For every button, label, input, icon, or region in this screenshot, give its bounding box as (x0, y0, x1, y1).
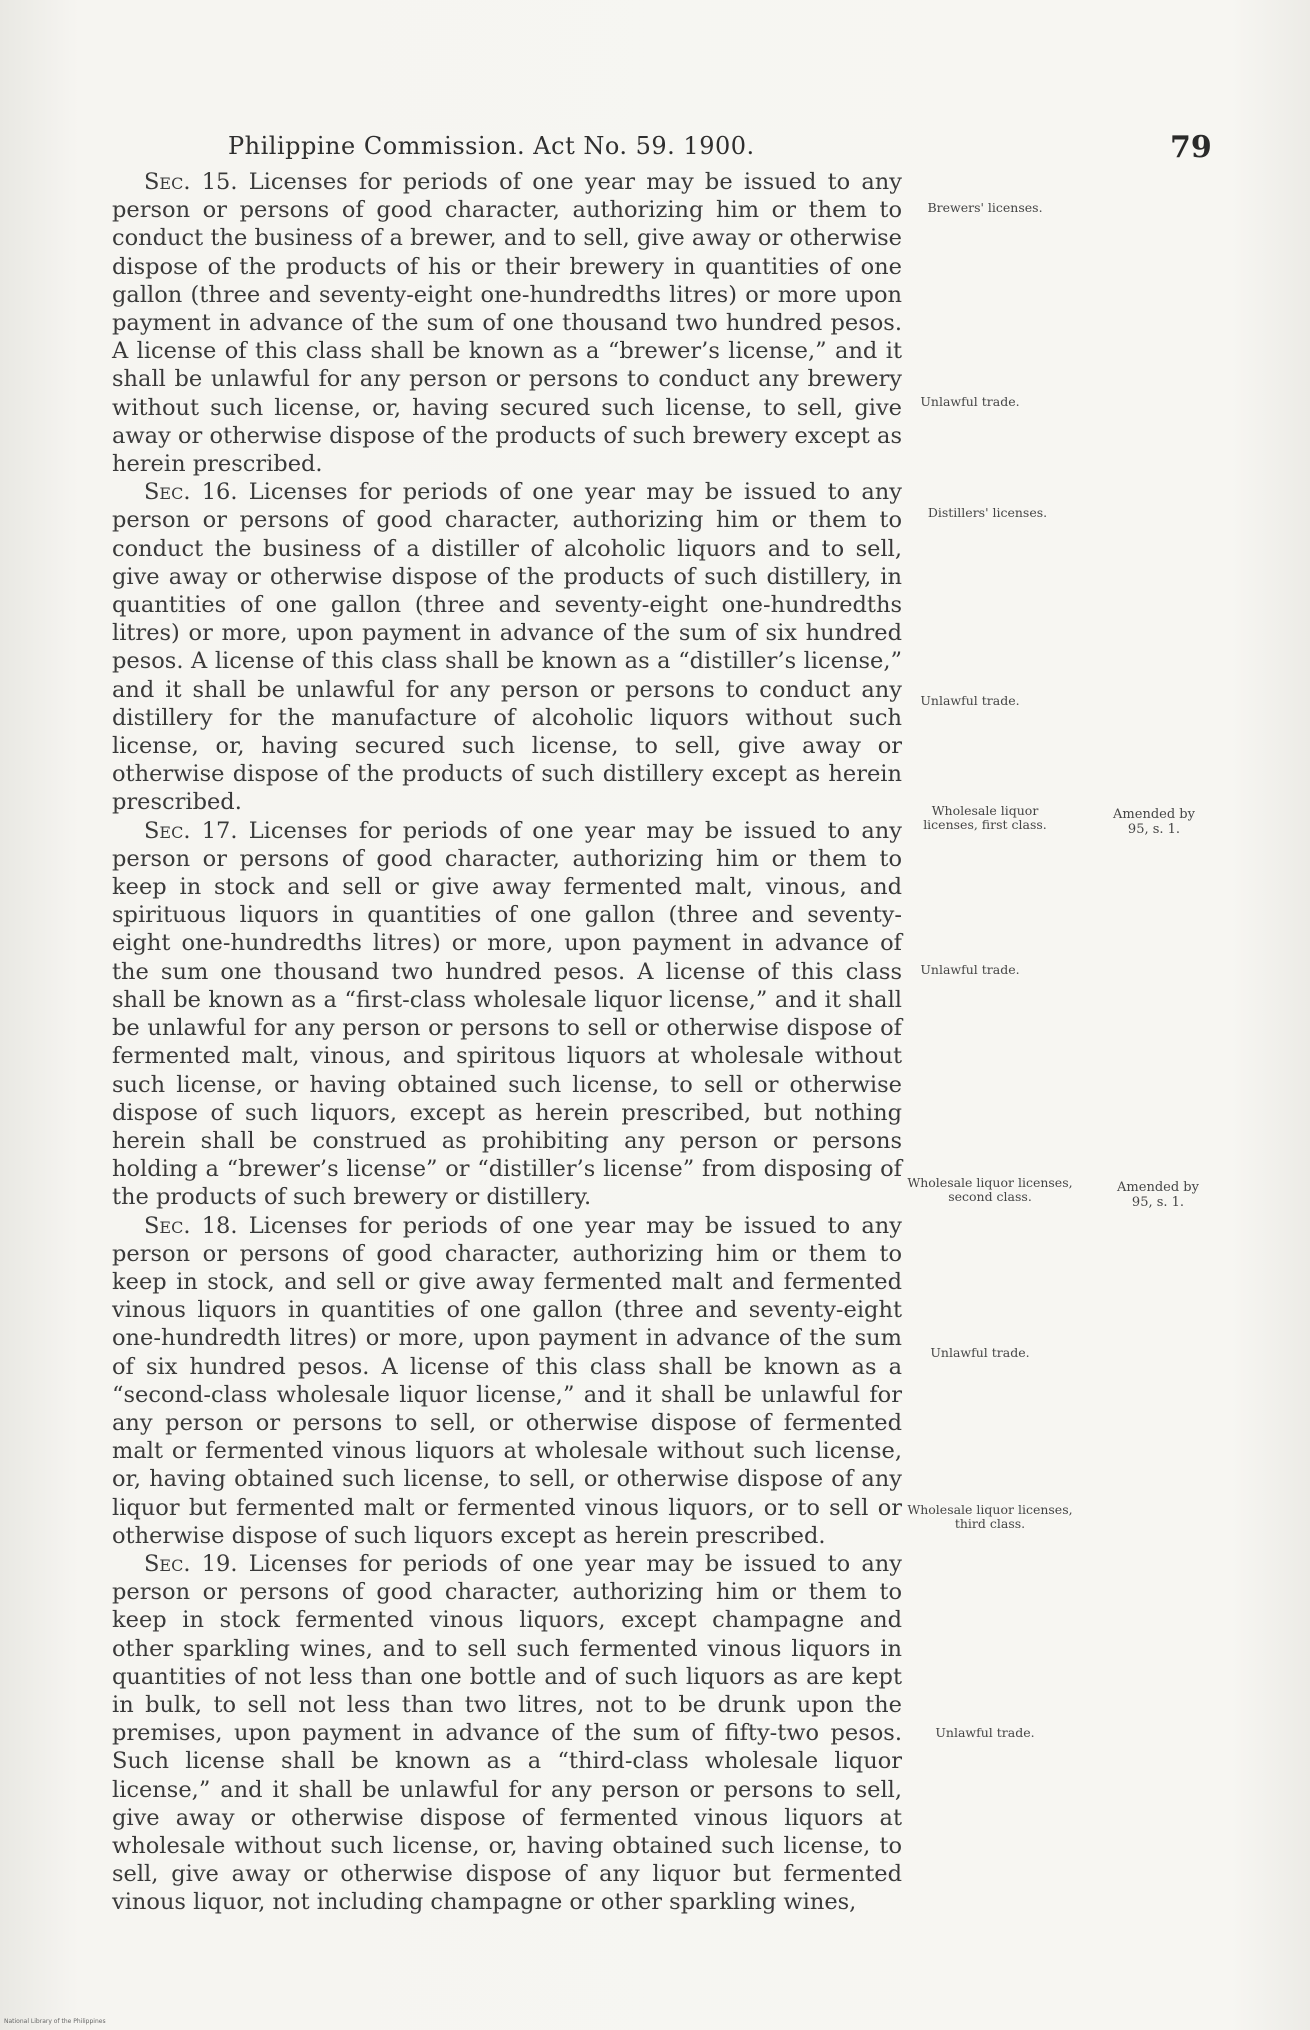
margin-note-unlawful-trade: Unlawful trade. (920, 693, 1020, 708)
section-text: Licenses for periods of one year may be issued to any person or persons of good character, authorizing him or them to keep in stock and sell or give away fermented malt, vinous, and spirituous liquors in quantities of one gallon (three and seventy-eight one-hundredths litres) or more, upon payment in advance of the sum one thousand two hundred pesos. A license of this class shall be known as a “first-class wholesale liquor license,” and it shall be unlawful for any person or persons to sell or otherwise dispose of fermented malt, vinous, and spiritous liquors at wholesale without such license, or having obtained such license, to sell or otherwise dispose of such liquors, except as herein prescribed, but nothing herein shall be construed as prohibiting any person or persons holding a “brewer’s license” or “distiller’s license” from disposing of the products of such brewery or distillery. (112, 817, 903, 1211)
scan-credit: National Library of the Philippines (4, 2018, 106, 2025)
margin-note-unlawful-trade: Unlawful trade. (920, 394, 1020, 409)
section-number: Sec. 17. (144, 817, 238, 844)
margin-note-unlawful-trade: Unlawful trade. (930, 1345, 1030, 1360)
section-number: Sec. 18. (144, 1212, 238, 1239)
act-body (112, 168, 902, 1917)
section-text: Licenses for periods of one year may be issued to any person or persons of good character, authorizing him or them to conduct the business of a brewer, and to sell, give away or otherwise dispose of the products of his or their brewery in quantities of one gallon (three and seventy-eight one-hundredths litres) or more upon payment in advance of the sum of one thousand two hundred pesos. A license of this class shall be known as a “brewer’s license,” and it shall be unlawful for any person or persons to conduct any brewery without such license, or, having secured such license, to sell, give away or otherwise dispose of the products of such brewery except as herein prescribed. (112, 169, 903, 478)
running-header: Philippine Commission. Act No. 59. 1900. (228, 132, 755, 160)
section-text: Licenses for periods of one year may be issued to any person or persons of good character, authorizing him or them to conduct the business of a distiller of alcoholic liquors and to sell, give away or otherwise dispose of the products of such distillery, in quantities of one gallon (three and seventy-eight one-hundredths litres) or more, upon payment in advance of the sum of six hundred pesos. A license of this class shall be known as a “distiller’s license,” and it shall be unlawful for any person or persons to conduct any distillery for the manufacture of alcoholic liquors without such license, or, having secured such license, to sell, give away or otherwise dispose of the products of such distillery except as herein prescribed. (112, 479, 903, 816)
section-text: Licenses for periods of one year may be issued to any person or persons of good character, authorizing him or them to keep in stock, and sell or give away fermented malt and fermented vinous liquors in quantities of one gallon (three and seventy-eight one-hundredth litres) or more, upon payment in advance of the sum of six hundred pesos. A license of this class shall be known as a “second-class wholesale liquor license,” and it shall be unlawful for any person or persons to sell, or otherwise dispose of fermented malt or fermented vinous liquors at wholesale without such license, or, having obtained such license, to sell, or otherwise dispose of any liquor but fermented malt or fermented vinous liquors, or to sell or otherwise dispose of such liquors except as herein prescribed. (112, 1212, 903, 1549)
margin-note-unlawful-trade: Unlawful trade. (935, 1725, 1035, 1740)
margin-note-wholesale-third-class: Wholesale liquor licenses, third class. (907, 1502, 1073, 1531)
margin-note-wholesale-first-class: Wholesale liquor licenses, first class. (923, 803, 1047, 832)
margin-note-wholesale-second-class: Wholesale liquor licenses, second class. (907, 1175, 1073, 1204)
amendment-note: Amended by 95, s. 1. (1113, 807, 1195, 837)
margin-note-unlawful-trade: Unlawful trade. (920, 962, 1020, 977)
margin-note-distillers-licenses: Distillers' licenses. (927, 505, 1048, 520)
section-16 (112, 478, 902, 816)
margin-note-brewers-licenses: Brewers' licenses. (927, 200, 1043, 215)
page-number: 79 (1170, 130, 1212, 165)
section-19 (112, 1550, 902, 1917)
section-18 (112, 1212, 902, 1550)
section-number: Sec. 16. (144, 479, 238, 506)
amendment-note: Amended by 95, s. 1. (1117, 1180, 1199, 1210)
section-17 (112, 817, 902, 1212)
section-number: Sec. 19. (144, 1550, 238, 1577)
section-15 (112, 168, 902, 478)
section-number: Sec. 15. (144, 169, 238, 195)
section-text: Licenses for periods of one year may be issued to any person or persons of good character, authorizing him or them to keep in stock fermented vinous liquors, except champagne and other sparkling wines, and to sell such fermented vinous liquors in quantities of not less than one bottle and of such liquors as are kept in bulk, to sell not less than two litres, not to be drunk upon the premises, upon payment in advance of the sum of fifty-two pesos. Such license shall be known as a “third-class wholesale liquor license,” and it shall be unlawful for any person or persons to sell, give away or otherwise dispose of fermented vinous liquors at wholesale without such license, or, having obtained such license, to sell, give away or otherwise dispose of any liquor but fermented vinous liquor, not including champagne or other sparkling wines, (112, 1550, 903, 1916)
